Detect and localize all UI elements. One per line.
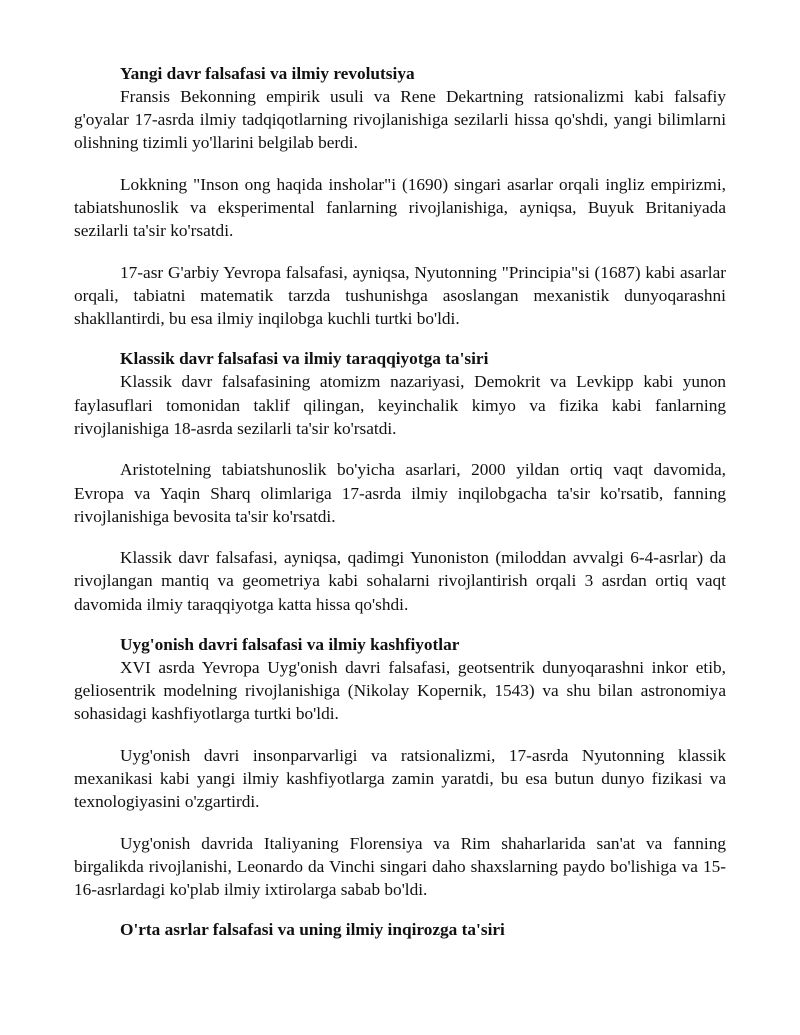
paragraph: Klassik davr falsafasining atomizm nazariyasi, Demokrit va Levkipp kabi yunon faylasuflari tomonidan taklif qilingan, keyinchalik kimyo va fizika kabi fanlarning rivojlanishiga 18-asrda sezilarli ta'sir ko'rsatdi. [74,372,726,438]
section-classical-philosophy [74,348,726,615]
paragraph: 17-asr G'arbiy Yevropa falsafasi, ayniqsa, Nyutonning "Principia"si (1687) kabi asarlar orqali, tabiatni matematik tarzda tushunishga asoslangan mexanistik dunyoqarashni shakllantirdi, bu esa ilmiy inqilobga kuchli turtki bo'ldi. [74,262,726,329]
paragraph: XVI asrda Yevropa Uyg'onish davri falsafasi, geotsentrik dunyoqarashni inkor etib, geliosentrik modelning rivojlanishiga (Nikolay Kopernik, 1543) va shu bilan astronomiya sohasidagi kashfiyotlarga turtki bo'ldi. [74,657,726,724]
section-heading: Yangi davr falsafasi va ilmiy revolutsiya [120,64,415,83]
paragraph: Fransis Bekonning empirik usuli va Rene Dekartning ratsionalizmi kabi falsafiy g'oyalar 17-asrda ilmiy tadqiqotlarning rivojlanishiga sezilarli hissa qo'shdi, yangi bilimlarni olishning tizimli yo'llarini belgilab berdi. [74,87,726,153]
section-modern-philosophy [74,63,726,330]
section-heading: Klassik davr falsafasi va ilmiy taraqqiyotga ta'siri [120,349,489,369]
paragraph: Lokkning "Inson ong haqida insholar"i (1690) singari asarlar orqali ingliz empirizmi, tabiatshunoslik va eksperimental fanlarning rivojlanishiga, ayniqsa, Buyuk Britaniyada sezilarli ta'sir ko'rsatdi. [74,174,726,241]
paragraph: Klassik davr falsafasi, ayniqsa, qadimgi Yunoniston (miloddan avvalgi 6-4-asrlar) da rivojlangan mantiq va geometriya kabi sohalarni rivojlantirish orqali 3 asrdan ortiq vaqt davomida ilmiy taraqqiyotga katta hissa qo'shdi. [74,548,726,614]
paragraph: Uyg'onish davri insonparvarligi va ratsionalizmi, 17-asrda Nyutonning klassik mexanikasi kabi yangi ilmiy kashfiyotlarga zamin yaratdi, bu esa butun dunyo fizikasi va texnologiyasini o'zgartirdi. [74,745,726,812]
section-medieval-philosophy [74,919,726,941]
paragraph: Uyg'onish davrida Italiyaning Florensiya va Rim shaharlarida san'at va fanning birgalikda rivojlanishi, Leonardo da Vinchi singari daho shaxslarning paydo bo'lishiga va 15-16-asrlardagi ko'plab ilmiy ixtirolarga sabab bo'ldi. [74,833,726,900]
section-heading: Uyg'onish davri falsafasi va ilmiy kashfiyotlar [120,634,460,654]
section-heading: O'rta asrlar falsafasi va uning ilmiy inqirozga ta'siri [120,920,505,940]
section-renaissance-philosophy [74,634,726,901]
paragraph: Aristotelning tabiatshunoslik bo'yicha asarlari, 2000 yildan ortiq vaqt davomida, Evropa va Yaqin Sharq olimlariga 17-asrda ilmiy inqilobgacha ta'sir ko'rsatib, fanning rivojlanishiga bevosita ta'sir ko'rsatdi. [74,460,726,526]
